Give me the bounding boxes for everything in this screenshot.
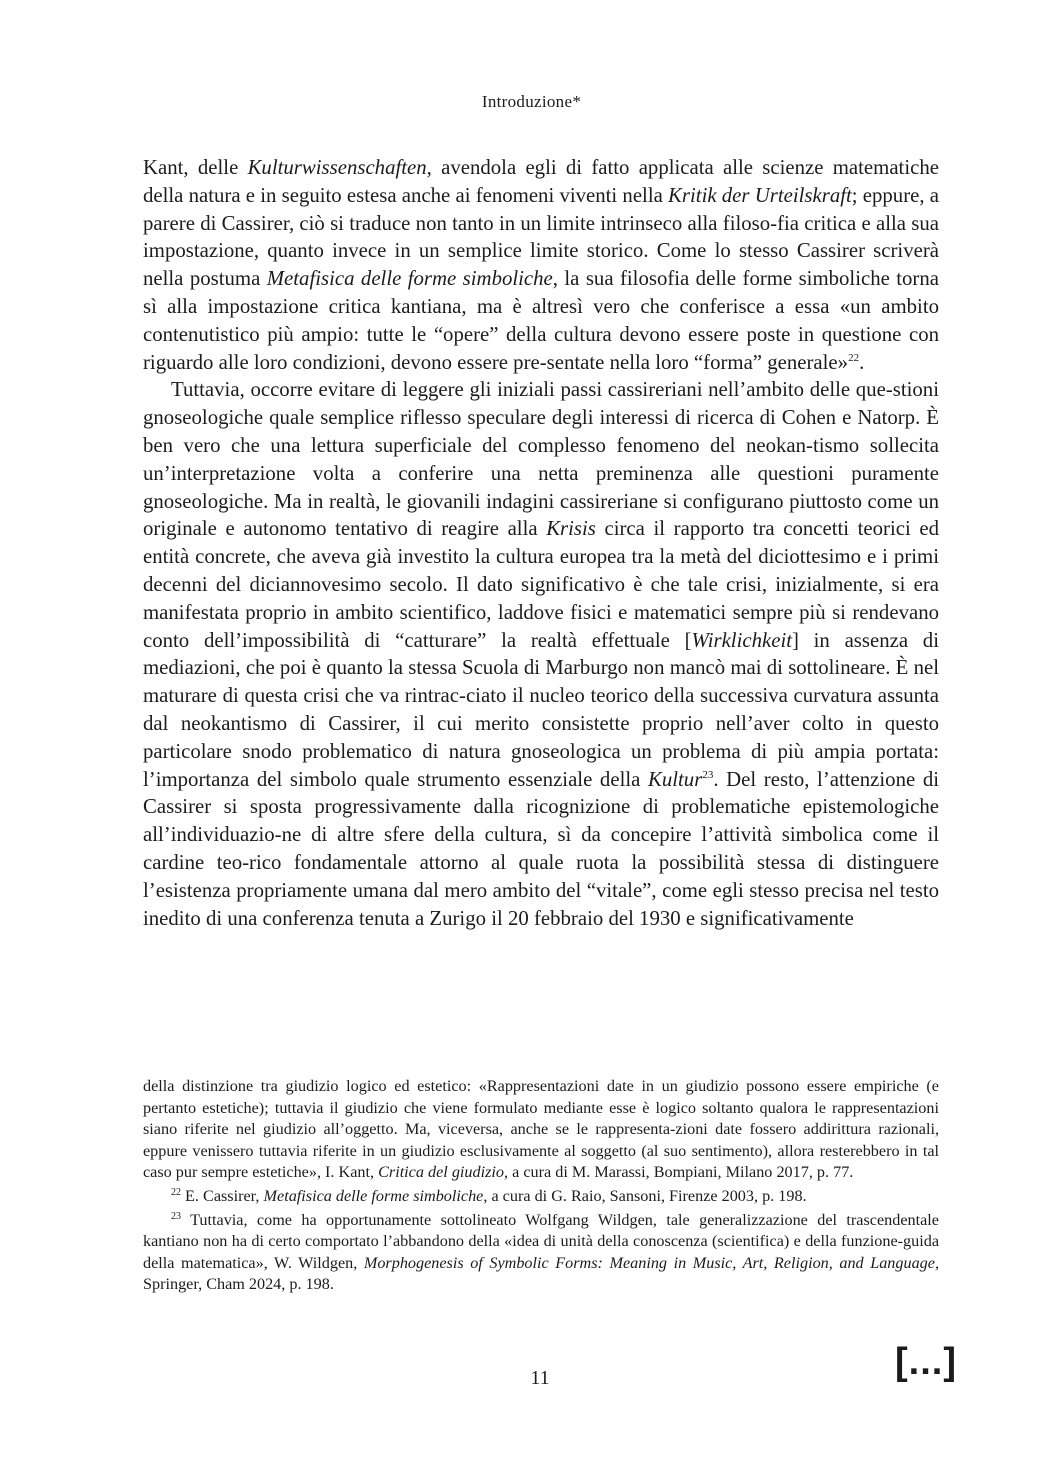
paragraph-1: Kant, delle Kulturwissenschaften, avendola egli di fatto applicata alle scienze matematiche della natura e in seguito estesa anche ai fenomeni viventi nella Kritik der Urteilskraft; eppure, a parere di Cassirer, ciò si traduce non tanto in un limite intrinseco alla filoso-fia critica e alla sua impostazione, quanto invece in un semplice limite storico. Come lo stesso Cassirer scriverà nella postuma Metafisica delle forme simboliche, la sua filosofia delle forme simboliche torna sì alla impostazione critica kantiana, ma è altresì vero che conferisce a essa «un ambito contenutistico più ampio: tutte le “opere” della cultura devono essere poste in questione con riguardo alle loro condizioni, devono essere pre-sentate nella loro “forma” generale»$^{22}$. <box>143 156 939 374</box>
paragraph-2: Tuttavia, occorre evitare di leggere gli iniziali passi cassireriani nell’ambito delle que-stioni gnoseologiche quale semplice riflesso speculare degli interessi di ricerca di Cohen e Natorp. È ben vero che una lettura superficiale del complesso fenomeno del neokan-tismo sollecita un’interpretazione volta a conferire una netta preminenza alle questioni puramente gnoseologiche. Ma in realtà, le giovanili indagini cassireriane si configurano piuttosto come un originale e autonomo tentativo di reagire alla Krisis circa il rapporto tra concetti teorici ed entità concrete, che aveva già investito la cultura europea tra la metà del diciottesimo e i primi decenni del diciannovesimo secolo. Il dato significativo è che tale crisi, inizialmente, si era manifestata proprio in ambito scientifico, laddove fisici e matematici sempre più si rendevano conto dell’impossibilità di “catturare” la realtà effettuale [Wirklichkeit] in assenza di mediazioni, che poi è quanto la stessa Scuola di Marburgo non mancò mai di sottolineare. È nel maturare di questa crisi che va rintrac-ciato il nucleo teorico della successiva curvatura assunta dal neokantismo di Cassirer, il cui merito consistette proprio nell’aver colto in questo particolare snodo problematico di natura gnoseologica un problema di più ampia portata: l’importanza del simbolo quale strumento essenziale della Kultur$^{23}$. Del resto, l’attenzione di Cassirer si sposta progressivamente dalla ricognizione di problematiche epistemologiche all’individuazio-ne di altre sfere della cultura, sì da concepire l’attività simbolica come il cardine teo-rico fondamentale attorno al quale ruota la possibilità stessa di distinguere l’esistenza propriamente umana dal mero ambito del “vitale”, come egli stesso precisa nel testo inedito di una conferenza tenuta a Zurigo il 20 febbraio del 1930 e significativamente <box>143 378 939 930</box>
footnote-23: $^{23}$ Tuttavia, come ha opportunamente sottolineato Wolfgang Wildgen, tale generalizzazione del trascendentale kantiano non ha di certo comportato l’abbandono della «idea di unità della conoscenza (scientifica) e della funzione-guida della matematica», W. Wildgen, Morphogenesis of Symbolic Forms: Meaning in Music, Art, Religion, and Language, Springer, Cham 2024, p. 198. <box>143 1210 939 1294</box>
ellipsis-mark: [...] <box>895 1341 957 1383</box>
footnote-22: $^{22}$ E. Cassirer, Metafisica delle forme simboliche, a cura di G. Raio, Sansoni, Firenze 2003, p. 198. <box>171 1186 807 1205</box>
footnotes <box>143 1076 939 1298</box>
footnote-continuation: della distinzione tra giudizio logico ed estetico: «Rappresentazioni date in un giudizio possono essere empiriche (e pertanto estetiche); tuttavia il giudizio che viene formulato mediante esse è logico soltanto qualora le rappresentazioni siano riferite nel giudizio all’oggetto. Ma, viceversa, anche se le rappresenta-zioni date fossero addirittura razionali, eppure venissero tuttavia riferite in un giudizio esclusivamente al soggetto (al suo sentimento), allora resterebbero in tal caso pur sempre estetiche», I. Kant, Critica del giudizio, a cura di M. Marassi, Bompiani, Milano 2017, p. 77. <box>143 1077 939 1182</box>
running-header: Introduzione* <box>481 92 582 111</box>
footnote-ref-23[interactable]: 23 <box>702 768 714 781</box>
footnote-ref-22[interactable]: 22 <box>848 351 860 364</box>
footnote-number: 22 <box>171 1186 181 1198</box>
main-text <box>143 154 939 932</box>
page-number: 11 <box>530 1367 550 1389</box>
footnote-number: 23 <box>171 1210 181 1222</box>
